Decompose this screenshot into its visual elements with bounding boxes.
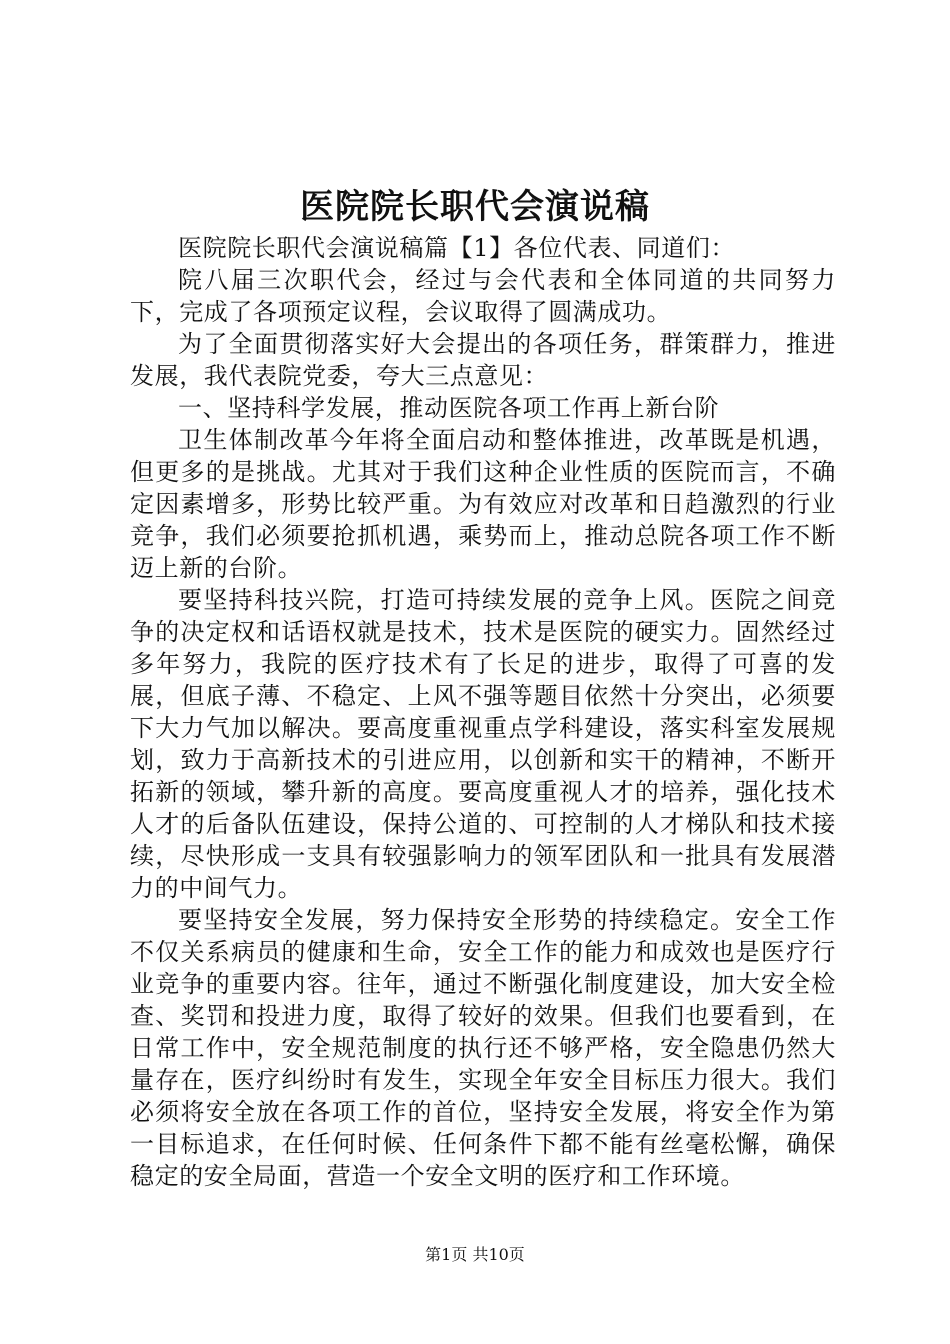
paragraph-reform: 卫生体制改革今年将全面启动和整体推进，改革既是机遇，但更多的是挑战。尤其对于我们这种企业性质的医院而言，不确定因素增多，形势比较严重。为有效应对改革和日趋激烈的行业竞争，我们必须要抢抓机遇，乘势而上，推动总院各项工作不断迈上新的台阶。 [130, 426, 836, 582]
paragraph-greeting: 医院院长职代会演说稿篇【1】各位代表、同道们： [178, 234, 736, 262]
paragraph-technology: 要坚持科技兴院，打造可持续发展的竞争上风。医院之间竞争的决定权和话语权就是技术，技术是医院的硬实力。固然经过多年努力，我院的医疗技术有了长足的进步，取得了可喜的发展，但底子薄、不稳定、上风不强等题目依然十分突出，必须要下大力气加以解决。要高度重视重点学科建设，落实科室发展规划，致力于高新技术的引进应用，以创新和实干的精神，不断开拓新的领域，攀升新的高度。要高度重视人才的培养，强化技术人才的后备队伍建设，保持公道的、可控制的人才梯队和技术接续，尽快形成一支具有较强影响力的领军团队和一批具有发展潜力的中间气力。 [130, 586, 836, 902]
document-body [130, 232, 836, 1192]
document-title: 医院院长职代会演说稿 [300, 187, 650, 227]
paragraph-intro: 院八届三次职代会，经过与会代表和全体同道的共同努力下，完成了各项预定议程，会议取得了圆满成功。 [130, 266, 836, 326]
paragraph-purpose: 为了全面贯彻落实好大会提出的各项任务，群策群力，推进发展，我代表院党委，夸大三点意见： [130, 330, 836, 390]
section-heading-1: 一、坚持科学发展，推动医院各项工作再上新台阶 [178, 394, 720, 422]
paragraph-safety: 要坚持安全发展，努力保持安全形势的持续稳定。安全工作不仅关系病员的健康和生命，安全工作的能力和成效也是医疗行业竞争的重要内容。往年，通过不断强化制度建设，加大安全检查、奖罚和投进力度，取得了较好的效果。但我们也要看到，在日常工作中，安全规范制度的执行还不够严格，安全隐患仍然大量存在，医疗纠纷时有发生，实现全年安全目标压力很大。我们必须将安全放在各项工作的首位，坚持安全发展，将安全作为第一目标追求，在任何时候、任何条件下都不能有丝毫松懈，确保稳定的安全局面，营造一个安全文明的医疗和工作环境。 [130, 906, 836, 1190]
page-footer: 第1页 共10页 [425, 1245, 525, 1264]
